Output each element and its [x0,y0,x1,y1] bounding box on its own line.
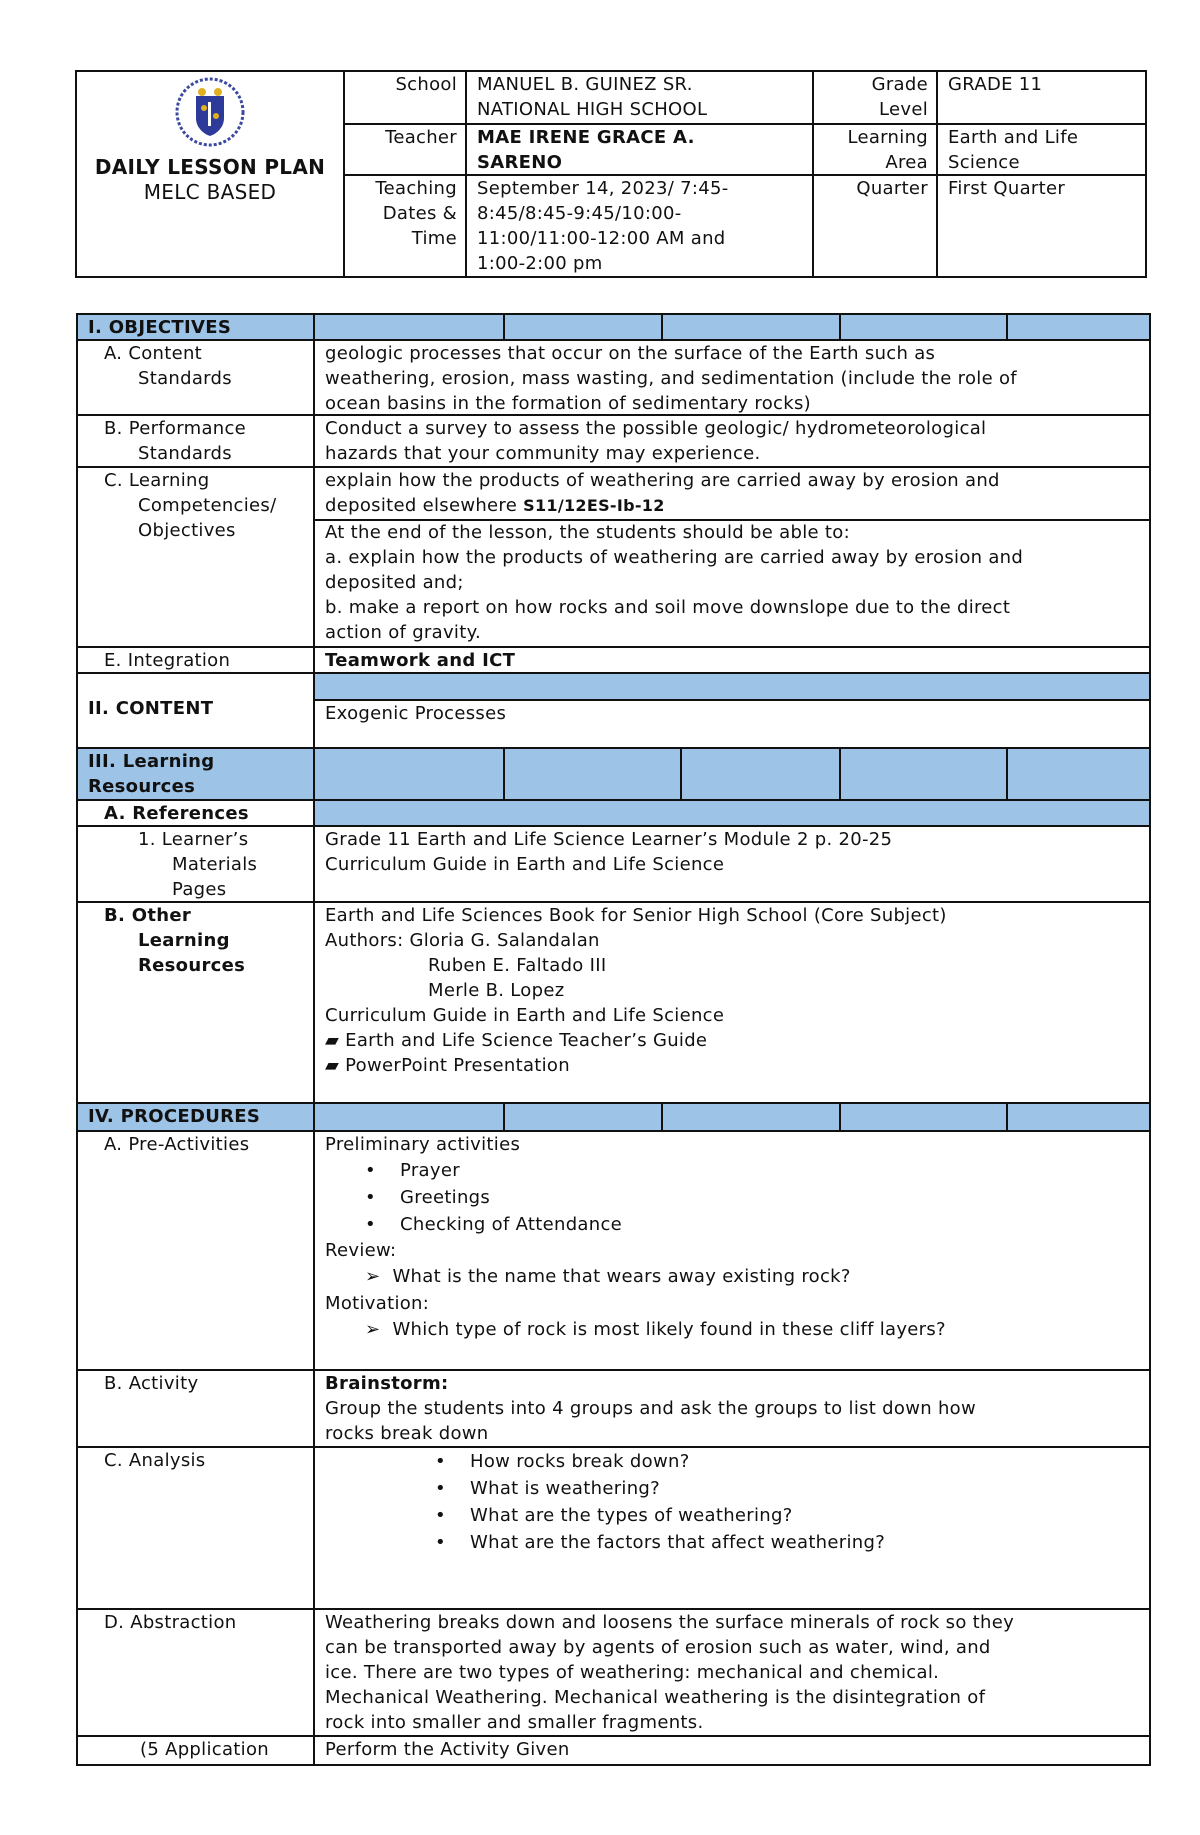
column-divider [661,315,663,339]
school-value [465,70,814,125]
other-resources-label [76,901,315,1104]
text-line: Standards [138,443,232,464]
school-label: School [343,70,467,125]
text-line: Earth and Life Sciences Book for Senior High School (Core Subject) [325,905,947,926]
text-line: 1:00-2:00 pm [477,253,603,274]
text-line: SARENO [477,152,563,173]
column-divider [839,749,841,799]
text-line: 11:00/11:00-12:00 AM and [477,228,726,249]
text-line: PowerPoint Presentation [345,1055,570,1076]
text-line [325,1053,1139,1078]
integration-label: E. Integration [76,646,315,674]
text-line: Science [948,152,1020,173]
area-value [936,123,1147,176]
quarter-value: First Quarter [936,174,1147,278]
text-line: b. make a report on how rocks and soil move downslope due to the direct [325,597,1011,618]
text-line: MANUEL B. GUINEZ SR. [477,74,693,95]
text-line: Learning [138,930,230,951]
column-divider [839,315,841,339]
text-line: B. Performance [104,418,247,439]
text-line: Competencies/ [138,495,277,516]
clapperboard-bullet-icon: ▰ [325,1055,346,1076]
other-resources [313,901,1151,1104]
activity-label: B. Activity [76,1369,315,1448]
text-line: deposited and; [325,572,464,593]
arrow-bullet-icon: ➢ [365,1319,381,1340]
column-divider [503,315,505,339]
application: Perform the Activity Given [313,1735,1151,1766]
text-line: Materials [172,854,258,875]
text-line: Grade 11 Earth and Life Science Learner’s Module 2 p. 20-25 [325,829,893,850]
column-divider [1006,749,1008,799]
text-line: What are the types of weathering? [470,1505,793,1526]
text-line: • Checking of Attendance [365,1214,623,1235]
performance-standards [313,414,1151,468]
references-band [313,799,1151,827]
text-line: Curriculum Guide in Earth and Life Science [325,1005,725,1026]
text-line: weathering, erosion, mass wasting, and sedimentation (include the role of [325,368,1017,389]
column-divider [503,749,505,799]
document-title: DAILY LESSON PLAN [94,155,326,179]
text-line: What is weathering? [470,1478,660,1499]
text-line: III. Learning [88,751,215,772]
clapperboard-bullet-icon: ▰ [325,1030,346,1051]
text-line: Preliminary activities [325,1134,521,1155]
text-line: Motivation: [325,1293,430,1314]
pre-activities-label: A. Pre-Activities [76,1130,315,1371]
column-divider [1006,315,1008,339]
text-line: geologic processes that occur on the surface of the Earth such as [325,343,936,364]
content-value: Exogenic Processes [313,699,1151,749]
references-heading: A. References [76,799,315,827]
performance-standards-label [76,414,315,468]
objectives-header-band [313,313,1151,341]
column-divider [661,1104,663,1130]
competency [313,466,1151,521]
text-line [325,1263,1139,1291]
text-line: A. Content [104,343,203,364]
content-standards [313,339,1151,416]
content-heading: II. CONTENT [76,672,315,749]
text-line: • What are the types of weathering? [435,1505,793,1526]
text-line: Checking of Attendance [400,1214,623,1235]
text-line: deposited elsewhere [325,495,524,516]
text-line: Earth and Life [948,127,1079,148]
text-line: • What is weathering? [435,1478,660,1499]
text-line: Earth and Life Science Teacher’s Guide [345,1030,708,1051]
deped-seal-icon [174,76,246,148]
competencies-label [76,466,315,648]
content-standards-label [76,339,315,416]
resources-header-band [313,747,1151,801]
abstraction [313,1608,1151,1737]
text-line [325,1028,1139,1053]
text-line: What are the factors that affect weathering? [470,1532,886,1553]
text-line: • Greetings [365,1187,491,1208]
text-line: Learning [847,127,928,148]
integration-value: Teamwork and ICT [313,646,1151,674]
dates-label [343,174,467,278]
content-band [313,672,1151,701]
text-line: Conduct a survey to assess the possible geologic/ hydrometeorological [325,418,987,439]
text-line: • Prayer [365,1160,460,1181]
text-line: Authors: Gloria G. Salandalan [325,930,600,951]
text-line: can be transported away by agents of erosion such as water, wind, and [325,1637,991,1658]
learner-materials-label [76,825,315,903]
text-line: Grade [871,74,928,95]
text-line: 1. Learner’s [138,829,249,850]
text-line: action of gravity. [325,622,481,643]
text-line: Level [878,99,928,120]
text-line: Standards [138,368,232,389]
grade-value: GRADE 11 [936,70,1147,125]
text-line: At the end of the lesson, the students should be able to: [325,522,850,543]
pre-activities [313,1130,1151,1371]
resources-heading [76,747,315,801]
column-divider [680,749,682,799]
column-divider [1006,1104,1008,1130]
specific-objectives [313,519,1151,648]
text-line: Prayer [400,1160,460,1181]
text-line: Brainstorm: [325,1373,449,1394]
text-line: Review: [325,1240,397,1261]
text-line: NATIONAL HIGH SCHOOL [477,99,708,120]
text-line: Objectives [138,520,236,541]
abstraction-label: D. Abstraction [76,1608,315,1737]
objectives-heading: I. OBJECTIVES [76,313,315,341]
text-line: Pages [172,879,227,900]
activity [313,1369,1151,1448]
quarter-label: Quarter [812,174,938,278]
text-line: Time [411,228,457,249]
text-line: Teaching [375,178,457,199]
text-line: Which type of rock is most likely found in these cliff layers? [392,1319,946,1340]
text-line: Mechanical Weathering. Mechanical weathering is the disintegration of [325,1687,986,1708]
text-line: Group the students into 4 groups and ask the groups to list down how [325,1398,977,1419]
text-line: Greetings [400,1187,491,1208]
text-line: rocks break down [325,1423,489,1444]
area-label [812,123,938,176]
text-line: Ruben E. Faltado III [428,955,607,976]
teacher-label: Teacher [343,123,467,176]
text-line: • What are the factors that affect weathering? [435,1532,886,1553]
text-line: How rocks break down? [470,1451,690,1472]
teacher-value [465,123,814,176]
text-line: explain how the products of weathering are carried away by erosion and [325,470,1000,491]
competency-code: S11/12ES-Ib-12 [523,496,665,515]
text-line: Curriculum Guide in Earth and Life Science [325,854,725,875]
column-divider [839,1104,841,1130]
text-line: Merle B. Lopez [428,980,565,1001]
text-line: B. Other [104,905,192,926]
text-line: rock into smaller and smaller fragments. [325,1712,704,1733]
text-line: Area [885,152,928,173]
text-line: • How rocks break down? [435,1451,690,1472]
grade-label [812,70,938,125]
text-line: What is the name that wears away existing rock? [392,1266,851,1287]
text-line: ocean basins in the formation of sedimentary rocks) [325,393,811,414]
text-line: C. Learning [104,470,210,491]
text-line [325,493,1139,518]
arrow-bullet-icon: ➢ [365,1266,381,1287]
text-line: Dates & [382,203,457,224]
column-divider [503,1104,505,1130]
text-line: Weathering breaks down and loosens the surface minerals of rock so they [325,1612,1015,1633]
learner-materials [313,825,1151,903]
procedures-heading: IV. PROCEDURES [76,1102,315,1132]
text-line: Resources [88,776,196,797]
title-cell [75,70,345,278]
text-line: a. explain how the products of weathering are carried away by erosion and [325,547,1024,568]
text-line: 8:45/8:45-9:45/10:00- [477,203,682,224]
text-line: hazards that your community may experience. [325,443,761,464]
document-subtitle: MELC BASED [143,180,277,204]
text-line: ice. There are two types of weathering: mechanical and chemical. [325,1662,940,1683]
text-line: MAE IRENE GRACE A. [477,127,695,148]
application-label: (5 Application [76,1735,315,1766]
analysis-label: C. Analysis [76,1446,315,1610]
procedures-header-band [313,1102,1151,1132]
analysis [313,1446,1151,1610]
dates-value [465,174,814,278]
text-line: Resources [138,955,246,976]
text-line [325,1316,1139,1344]
text-line: September 14, 2023/ 7:45- [477,178,729,199]
